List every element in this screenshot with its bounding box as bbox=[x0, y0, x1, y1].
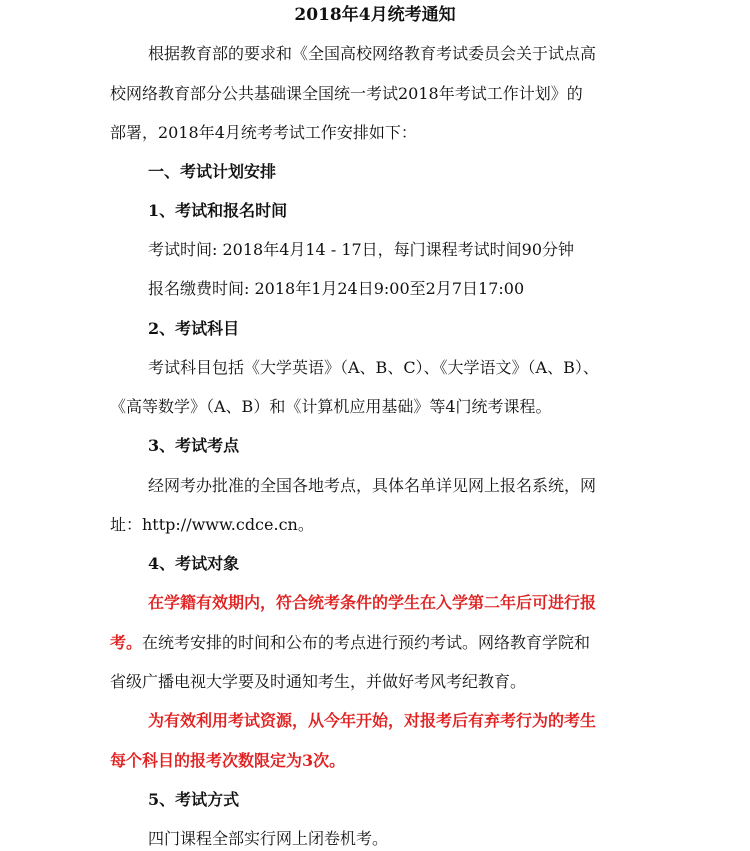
exam-time-text: 考试时间: 2018年4月14 - 17日，每门课程考试时间90分钟 bbox=[148, 240, 575, 259]
registration-time-text: 报名缴费时间: 2018年1月24日9:00至2月7日17:00 bbox=[148, 279, 525, 298]
limit-red-line-1: 为有效利用考试资源，从今年开始，对报考后有弃考行为的考生 bbox=[148, 711, 597, 730]
candidates-red-line-2-start: 考。 bbox=[110, 633, 143, 652]
sites-line-1: 经网考办批准的全国各地考点，具体名单详见网上报名系统，网 bbox=[148, 476, 597, 495]
intro-line-1: 根据教育部的要求和《全国高校网络教育考试委员会关于试点高 bbox=[148, 44, 597, 63]
candidates-line-2-rest: 在统考安排的时间和公布的考点进行预约考试。网络教育学院和 bbox=[142, 633, 591, 652]
subheading-exam-candidates: 4、考试对象 bbox=[148, 554, 240, 573]
limit-red-line-2: 每个科目的报考次数限定为3次。 bbox=[110, 751, 346, 770]
intro-line-2: 校网络教育部分公共基础课全国统一考试2018年考试工作计划》的 bbox=[110, 84, 583, 103]
sites-line-2: 址：http://www.cdce.cn。 bbox=[110, 515, 314, 534]
method-line-1: 四门课程全部实行网上闭卷机考。 bbox=[148, 829, 389, 848]
candidates-line-3: 省级广播电视大学要及时通知考生，并做好考风考纪教育。 bbox=[110, 672, 527, 691]
section-heading-plan: 一、考试计划安排 bbox=[148, 162, 277, 181]
candidates-red-line-1: 在学籍有效期内，符合统考条件的学生在入学第二年后可进行报 bbox=[148, 593, 597, 612]
subheading-exam-subjects: 2、考试科目 bbox=[148, 319, 240, 338]
intro-line-3: 部署，2018年4月统考考试工作安排如下： bbox=[110, 123, 417, 142]
subheading-exam-method: 5、考试方式 bbox=[148, 790, 240, 809]
subheading-exam-registration-time: 1、考试和报名时间 bbox=[148, 201, 288, 220]
page-title: 2018年4月统考通知 bbox=[294, 5, 456, 25]
candidates-line-2 bbox=[110, 632, 590, 654]
subjects-line-2: 《高等数学》（A、B）和《计算机应用基础》等4门统考课程。 bbox=[110, 397, 552, 416]
subjects-line-1: 考试科目包括《大学英语》（A、B、C）、《大学语文》（A、B）、 bbox=[148, 358, 599, 377]
subheading-exam-sites: 3、考试考点 bbox=[148, 436, 240, 455]
